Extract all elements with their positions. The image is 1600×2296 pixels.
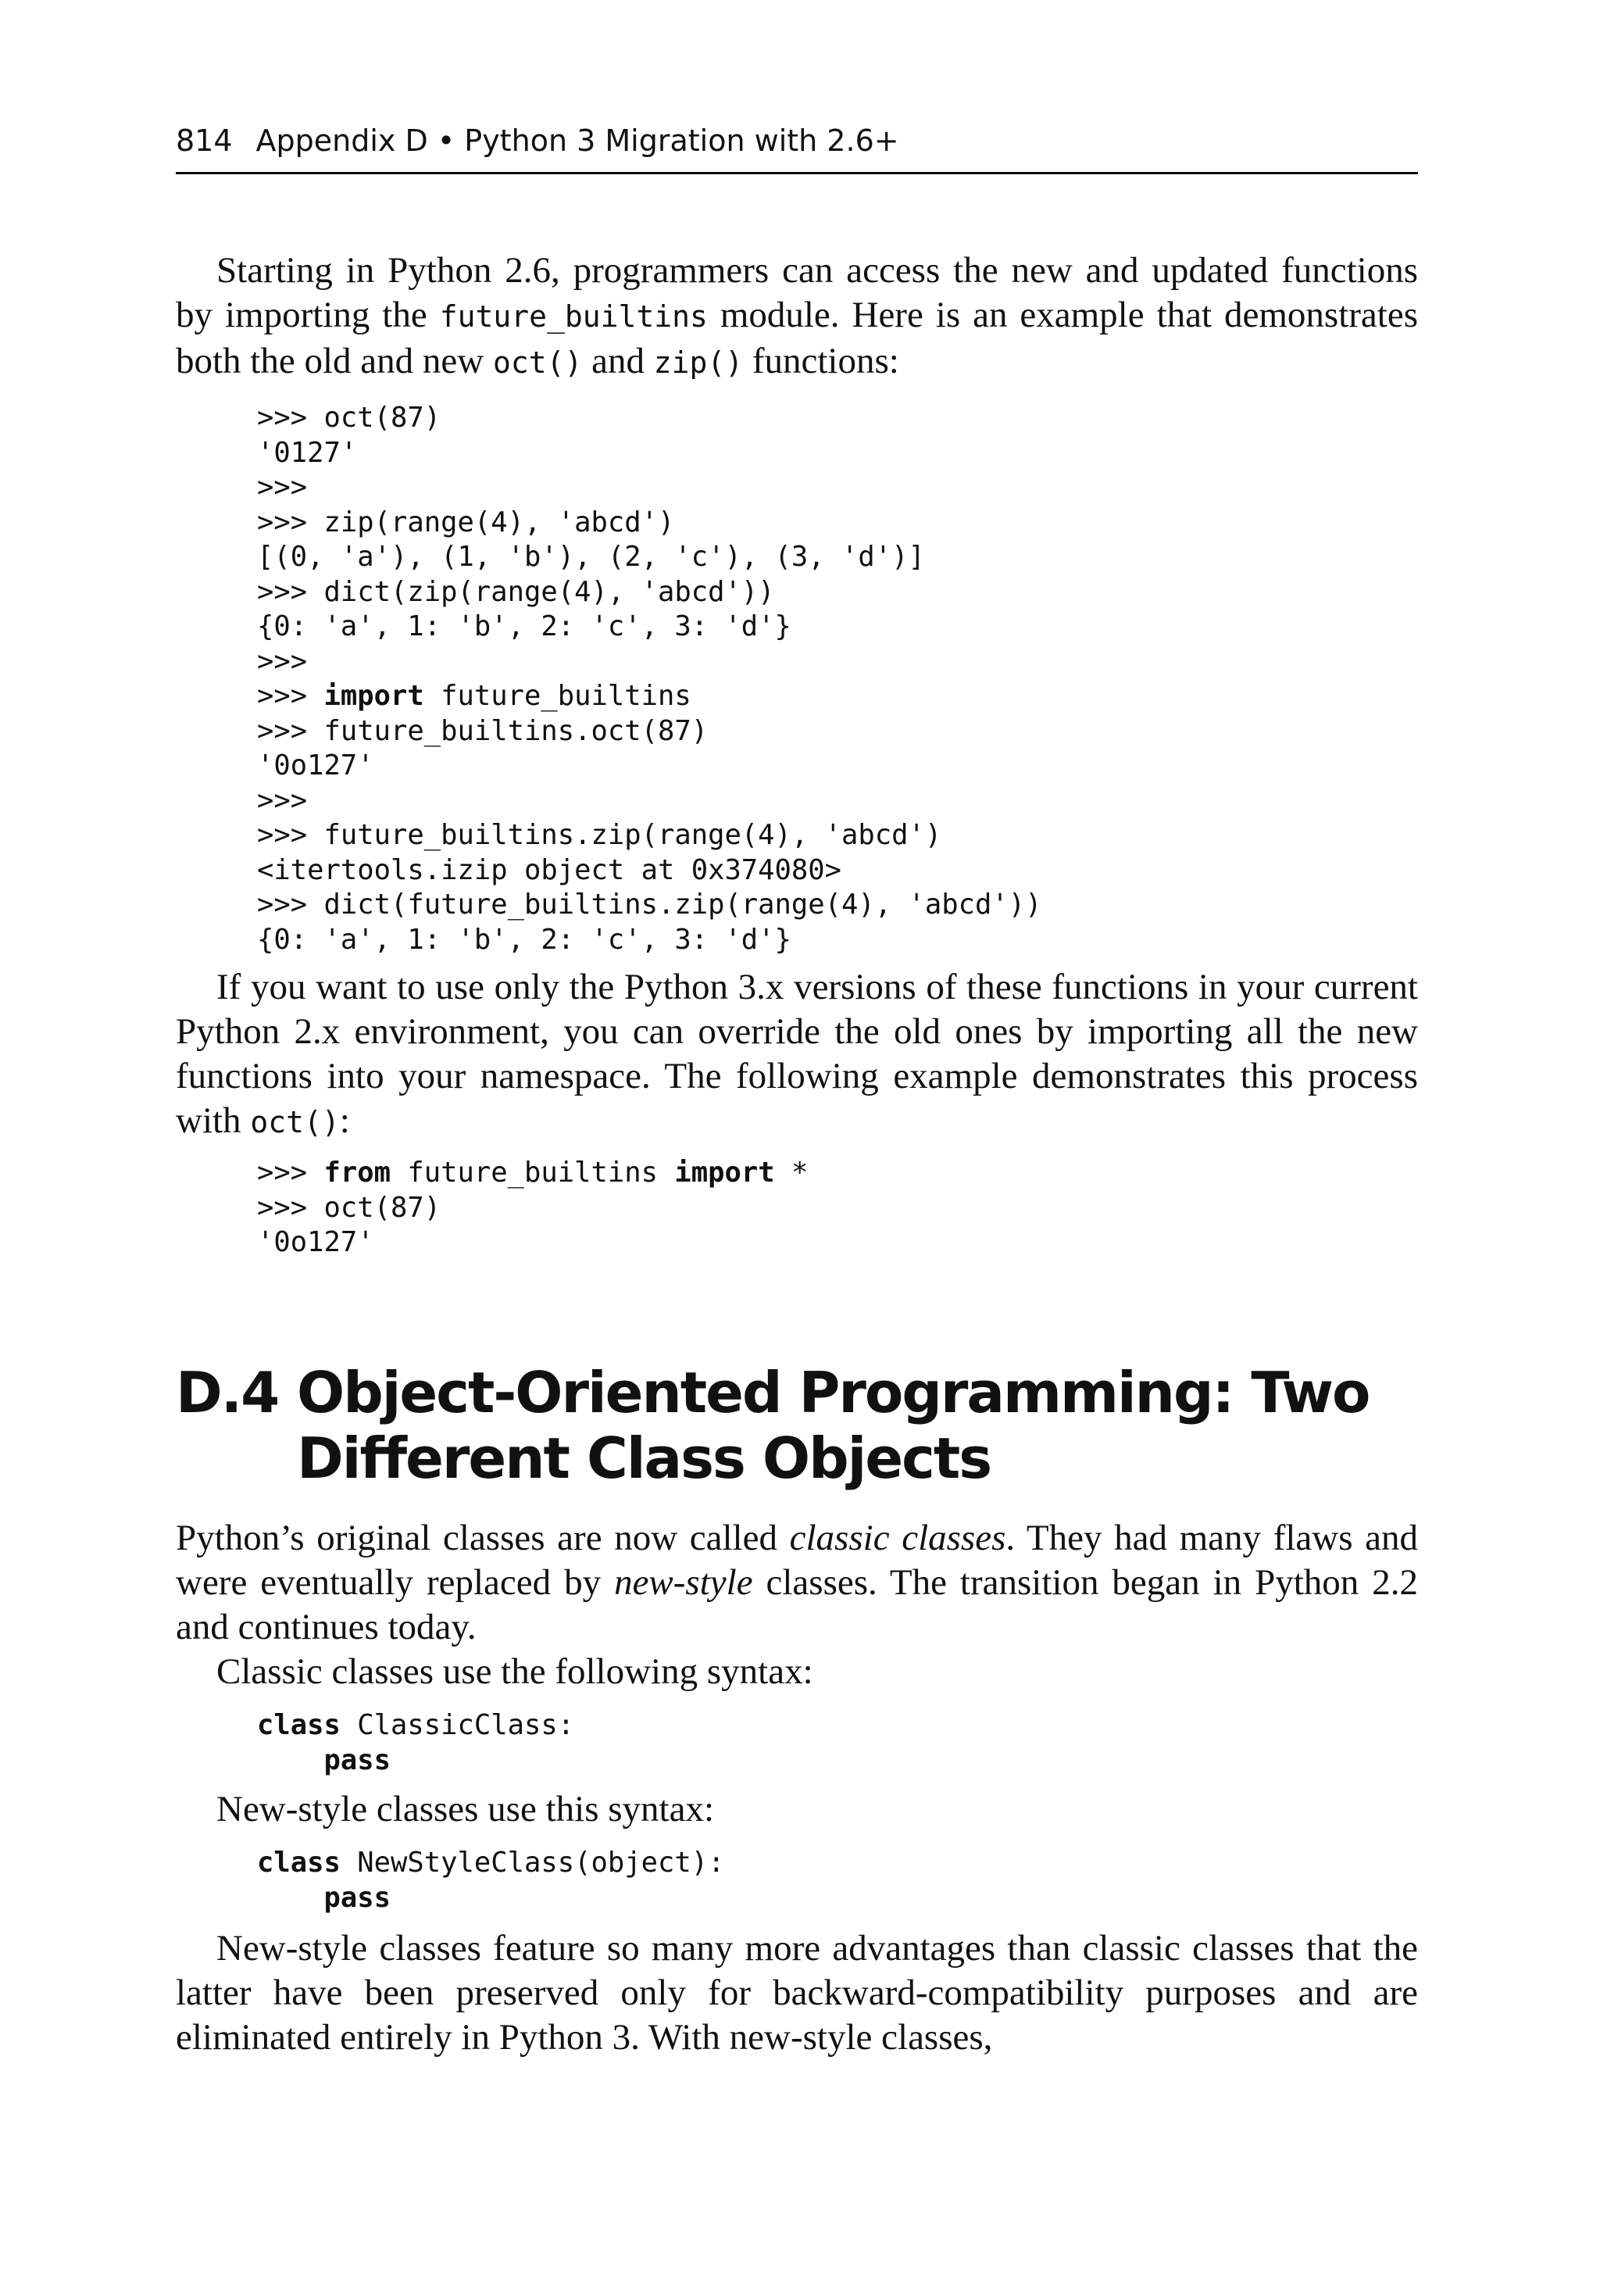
page-number: 814	[176, 123, 233, 158]
section-heading: D.4 Object-Oriented Programming: Two Different Class Objects	[176, 1360, 1370, 1491]
code-block-import-star: >>> from future_builtins import * >>> oct(87) '0o127'	[257, 1157, 809, 1258]
top-section	[176, 249, 1418, 1261]
class-section	[176, 1516, 1418, 2060]
code-block-oct-zip: >>> oct(87) '0127' >>> >>> zip(range(4), 'abcd') [(0, 'a'), (1, 'b'), (2, 'c'), (3, 'd')] >>> dict(zip(range(4), 'abcd')) {0: 'a', 1: 'b', 2: 'c', 3: 'd'} >>> >>> import future_builtins >>> future_builtins.oct(87) '0o127' >>> >>> future_builtins.zip(range(4), 'abcd') <itertools.izip object at 0x374080> >>> dict(future_builtins.zip(range(4), 'abcd')) {0: 'a', 1: 'b', 2: 'c', 3: 'd'}	[257, 402, 1042, 956]
paragraph-newstyle-advantages: New-style classes feature so many more advantages than classic classes that the latter have been preserved only for backward-compatibility purposes and are eliminated entirely in Python 3. With new-style classes,	[176, 1928, 1418, 2058]
running-header	[176, 123, 1418, 174]
code-block-classic-class: class ClassicClass: pass	[257, 1709, 575, 1776]
paragraph-override: If you want to use only the Python 3.x versions of these functions in your current Python 2.x environment, you can override the old ones by importing all the new functions into your namespace. The following example demonstrates this process with oct():	[176, 967, 1418, 1141]
paragraph-newstyle-syntax: New-style classes use this syntax:	[216, 1789, 715, 1829]
chapter-title: Appendix D • Python 3 Migration with 2.6+	[255, 123, 899, 158]
code-block-newstyle-class: class NewStyleClass(object): pass	[257, 1847, 725, 1914]
paragraph-classic-classes: Python’s original classes are now called classic classes. They had many flaws and were eventually replaced by new-style classes. The transition began in Python 2.2 and continues today.	[176, 1518, 1418, 1647]
paragraph-intro: Starting in Python 2.6, programmers can access the new and updated functions by importing the future_builtins module. Here is an example that demonstrates both the old and new oct() and zip() functions:	[176, 250, 1418, 381]
paragraph-classic-syntax: Classic classes use the following syntax:	[216, 1651, 813, 1692]
